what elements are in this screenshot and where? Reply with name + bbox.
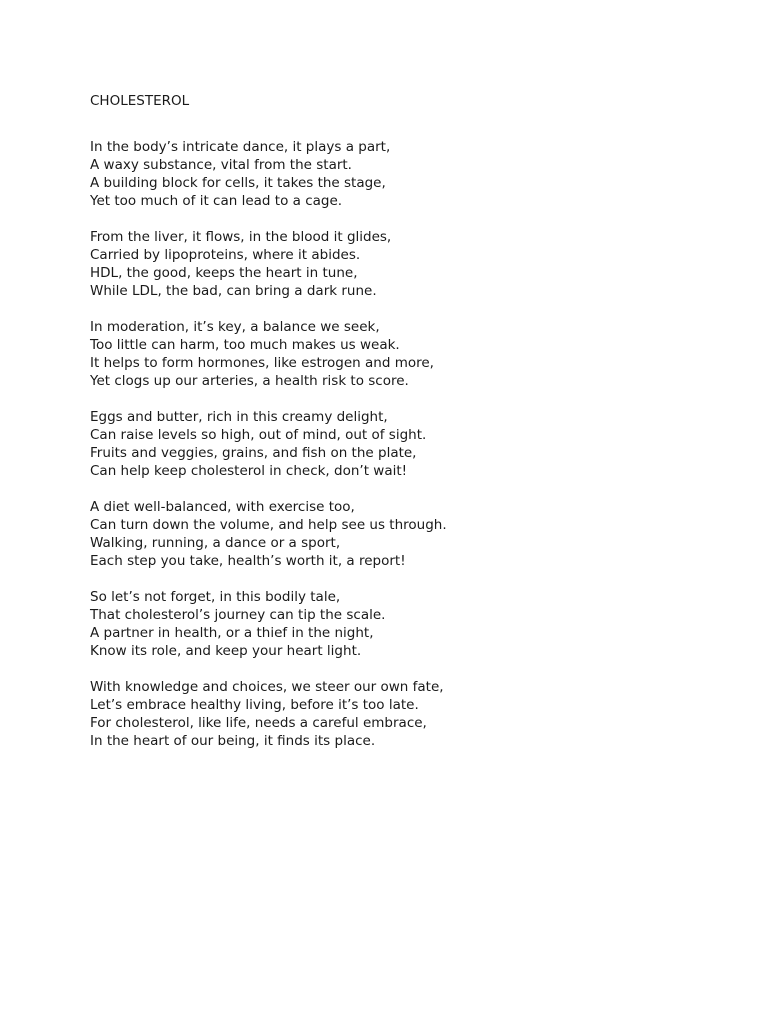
- poem-line: From the liver, it flows, in the blood it glides,: [90, 229, 392, 245]
- poem-line: Let’s embrace healthy living, before it’s too late.: [90, 697, 419, 713]
- stanza: [90, 228, 730, 300]
- poem-line: A waxy substance, vital from the start.: [90, 157, 352, 173]
- poem-line: A building block for cells, it takes the stage,: [90, 175, 386, 191]
- poem-line: Each step you take, health’s worth it, a report!: [90, 553, 406, 569]
- stanza: [90, 408, 730, 480]
- stanza: [90, 678, 730, 750]
- poem-line: Carried by lipoproteins, where it abides.: [90, 247, 361, 263]
- poem-line: It helps to form hormones, like estrogen and more,: [90, 355, 434, 371]
- poem-line: A diet well-balanced, with exercise too,: [90, 499, 355, 515]
- poem-line: Know its role, and keep your heart light.: [90, 643, 362, 659]
- poem-line: Can turn down the volume, and help see us through.: [90, 517, 447, 533]
- poem-line: So let’s not forget, in this bodily tale,: [90, 589, 341, 605]
- poem-line: Can help keep cholesterol in check, don’t wait!: [90, 463, 408, 479]
- poem-title: CHOLESTEROL: [90, 93, 190, 109]
- poem-line: In moderation, it’s key, a balance we seek,: [90, 319, 380, 335]
- poem-line: In the heart of our being, it finds its place.: [90, 733, 376, 749]
- poem-line: Too little can harm, too much makes us weak.: [90, 337, 400, 353]
- poem-line: In the body’s intricate dance, it plays a part,: [90, 139, 391, 155]
- poem-line: HDL, the good, keeps the heart in tune,: [90, 265, 358, 281]
- poem-line: A partner in health, or a thief in the night,: [90, 625, 374, 641]
- stanza: [90, 318, 730, 390]
- poem-line: Yet too much of it can lead to a cage.: [90, 193, 343, 209]
- poem-line: Eggs and butter, rich in this creamy delight,: [90, 409, 388, 425]
- stanza: [90, 498, 730, 570]
- poem-line: Walking, running, a dance or a sport,: [90, 535, 341, 551]
- poem-line: With knowledge and choices, we steer our own fate,: [90, 679, 444, 695]
- document-page: [90, 92, 730, 768]
- stanza: [90, 138, 730, 210]
- poem-line: For cholesterol, like life, needs a careful embrace,: [90, 715, 427, 731]
- poem-line: Fruits and veggies, grains, and fish on the plate,: [90, 445, 417, 461]
- poem-line: Yet clogs up our arteries, a health risk to score.: [90, 373, 409, 389]
- poem-line: Can raise levels so high, out of mind, out of sight.: [90, 427, 427, 443]
- poem-line: That cholesterol’s journey can tip the scale.: [90, 607, 386, 623]
- stanza: [90, 588, 730, 660]
- poem-line: While LDL, the bad, can bring a dark rune.: [90, 283, 377, 299]
